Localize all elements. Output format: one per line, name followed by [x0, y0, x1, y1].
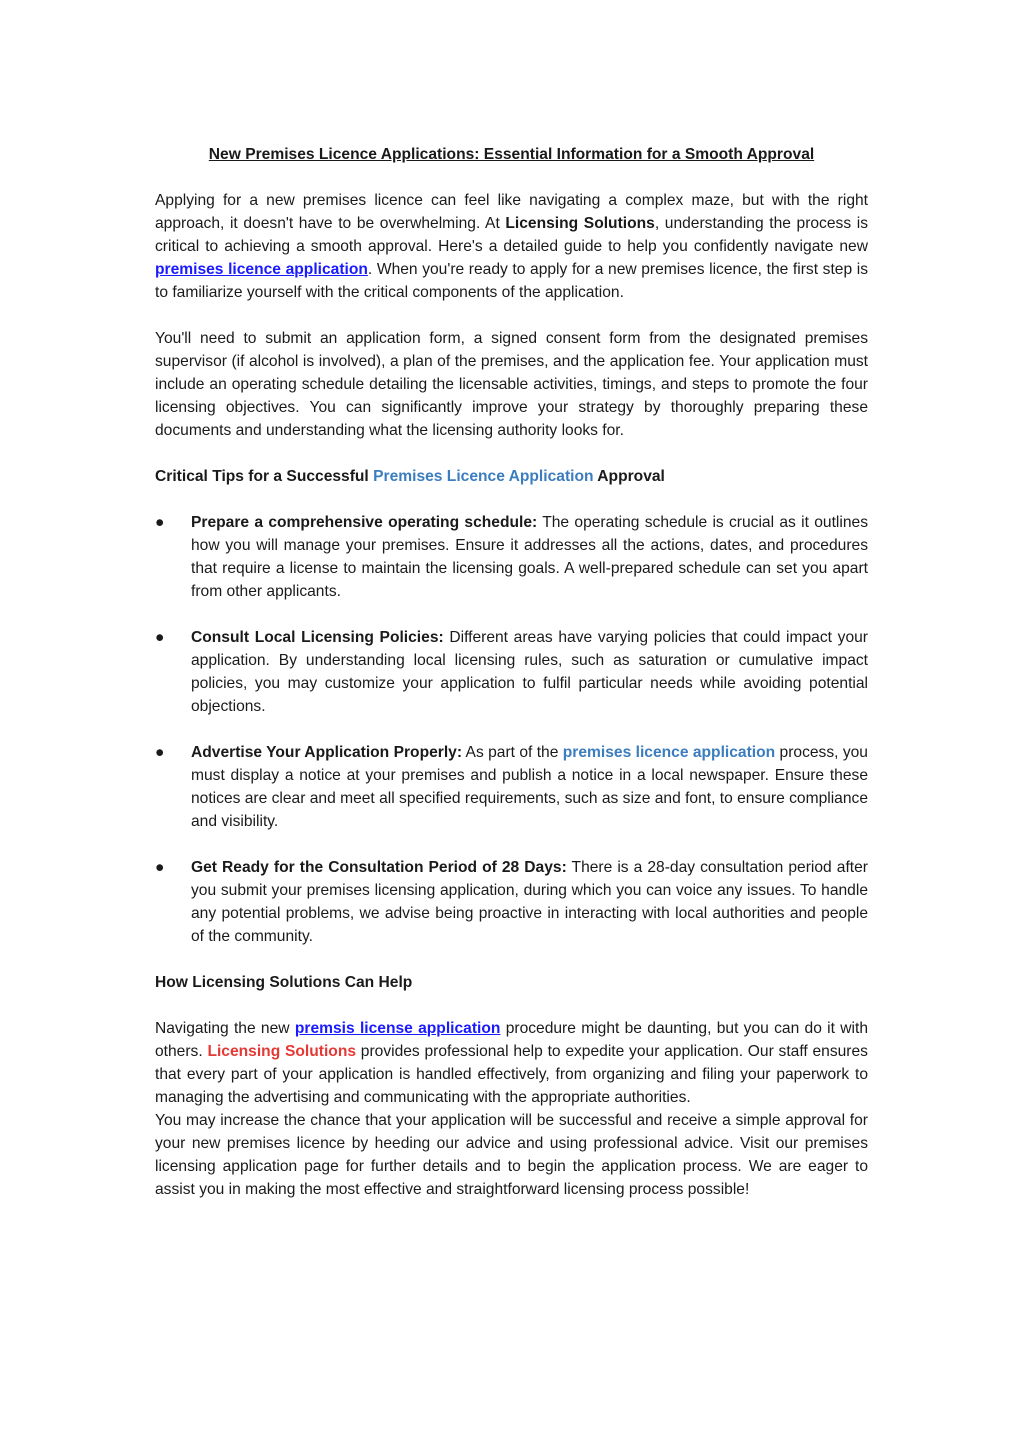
help-heading: How Licensing Solutions Can Help	[155, 974, 413, 991]
premises-licence-application-link[interactable]: premises licence application	[155, 261, 368, 278]
tip-text: Different areas have varying policies that could impact your application. By understanding local licensing rules, such as saturation or cumulative impact policies, you may customize your application to fulfil particular needs while avoiding potential objections.	[191, 629, 868, 715]
brand-name: Licensing Solutions	[505, 215, 655, 232]
closing-paragraph: You may increase the chance that your application will be successful and receive a simple approval for your new premises licence by heeding our advice and using professional advice. Visit our premises licensing application page for further details and to begin the application process. We are eager to assist you in making the most effective and straightforward licensing process possible!	[155, 1112, 868, 1198]
list-item: ● Advertise Your Application Properly: As part of the premises licence application process, you must display a notice at your premises and publish a notice in a local newspaper. Ensure these notices are clear and meet all specified requirements, such as size and font, to ensure compliance and visibility.	[155, 741, 868, 833]
tips-heading-link[interactable]: Premises Licence Application	[373, 468, 594, 485]
tip-title: Advertise Your Application Properly:	[191, 744, 463, 761]
help-paragraph: Navigating the new premsis license application procedure might be daunting, but you can do it with others. Licensing Solutions provides professional help to expedite your application. Our staff ensures that every part of your application is handled effectively, from organizing and filing your paperwork to managing the advertising and communicating with the appropriate authorities.	[155, 1020, 868, 1106]
tip-text: process, you must display a notice at your premises and publish a notice in a local newspaper. Ensure these notices are clear and meet all specified requirements, such as size and font, to ensure compliance and visibility.	[191, 744, 868, 830]
bullet-icon: ●	[155, 859, 165, 876]
tip-title: Consult Local Licensing Policies:	[191, 629, 444, 646]
intro-paragraph: Applying for a new premises licence can feel like navigating a complex maze, but with the right approach, it doesn't have to be overwhelming. At Licensing Solutions, understanding the process is critical to achieving a smooth approval. Here's a detailed guide to help you confidently navigate new premises licence application. When you're ready to apply for a new premises licence, the first step is to familiarize yourself with the critical components of the application.	[155, 192, 868, 301]
brand-name-red: Licensing Solutions	[207, 1043, 357, 1060]
tip-title: Get Ready for the Consultation Period of 28 Days:	[191, 859, 567, 876]
bullet-icon: ●	[155, 629, 165, 646]
requirements-paragraph: You'll need to submit an application form, a signed consent form from the designated premises supervisor (if alcohol is involved), a plan of the premises, and the application fee. Your application must include an operating schedule detailing the licensable activities, timings, and steps to promote the four licensing objectives. You can significantly improve your strategy by thoroughly preparing these documents and understanding what the licensing authority looks for.	[155, 330, 868, 439]
tip-text: The operating schedule is crucial as it outlines how you will manage your premises. Ensure it addresses all the actions, dates, and procedures that require a license to maintain the licensing goals. A well-prepared schedule can set you apart from other applicants.	[191, 514, 868, 600]
list-item	[155, 856, 868, 948]
tips-list	[155, 511, 868, 948]
tip-title: Prepare a comprehensive operating schedule:	[191, 514, 538, 531]
list-item	[155, 626, 868, 718]
bullet-icon: ●	[155, 514, 165, 531]
document-title: New Premises Licence Applications: Essential Information for a Smooth Approval	[208, 146, 815, 163]
premsis-license-application-link[interactable]: premsis license application	[294, 1020, 501, 1037]
list-item	[155, 511, 868, 603]
document-page	[155, 143, 868, 1201]
tip-text: There is a 28-day consultation period after you submit your premises licensing application, during which you can voice any issues. To handle any potential problems, we advise being proactive in interacting with local authorities and people of the community.	[191, 859, 868, 945]
bullet-icon: ●	[155, 744, 165, 761]
tips-heading: Critical Tips for a Successful Premises Licence Application Approval	[155, 468, 665, 485]
premises-licence-application-link-2[interactable]: premises licence application	[562, 744, 776, 761]
